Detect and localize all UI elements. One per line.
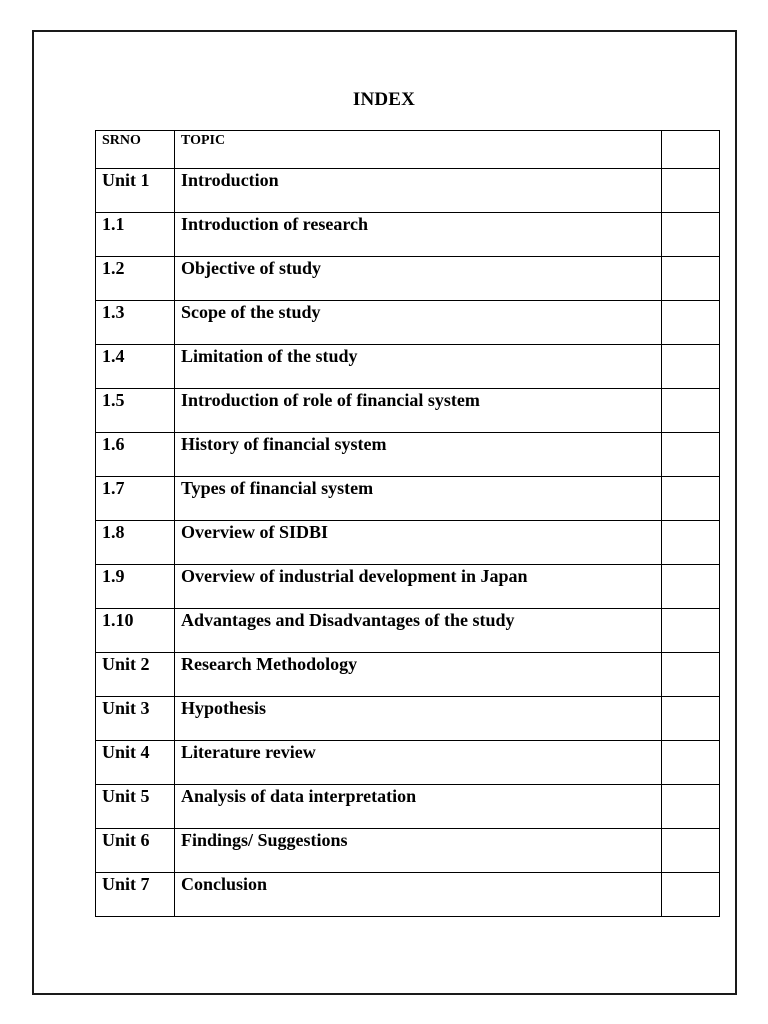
table-row [96, 169, 720, 213]
table-row [96, 873, 720, 917]
table-row [96, 565, 720, 609]
table-row [96, 653, 720, 697]
topic-cell [175, 433, 662, 477]
topic-cell [175, 829, 662, 873]
srno: 1.10 [102, 610, 134, 630]
page-number-cell [662, 345, 720, 389]
table-row [96, 609, 720, 653]
page-number-cell [662, 301, 720, 345]
topic: Analysis of data interpretation [181, 786, 417, 806]
page-number-cell [662, 389, 720, 433]
topic-cell [175, 257, 662, 301]
srno: Unit 7 [102, 874, 150, 894]
topic: Introduction of role of financial system [181, 390, 480, 410]
page-number-cell [662, 169, 720, 213]
topic: Overview of SIDBI [181, 522, 328, 542]
page-number-cell [662, 697, 720, 741]
srno-cell [96, 345, 175, 389]
page-number [662, 301, 719, 302]
topic-cell [175, 213, 662, 257]
page-number [662, 785, 719, 786]
topic-cell [175, 521, 662, 565]
topic-cell [175, 301, 662, 345]
srno-cell [96, 433, 175, 477]
srno: 1.7 [102, 478, 125, 498]
srno: 1.1 [102, 214, 125, 234]
table-row [96, 389, 720, 433]
topic-cell [175, 653, 662, 697]
topic: Introduction of research [181, 214, 368, 234]
topic-cell [175, 389, 662, 433]
topic: Conclusion [181, 874, 268, 894]
page-number-cell [662, 213, 720, 257]
srno-cell [96, 873, 175, 917]
srno-cell [96, 521, 175, 565]
topic: Overview of industrial development in Japan [181, 566, 528, 586]
srno: 1.2 [102, 258, 125, 278]
srno-cell [96, 257, 175, 301]
table-row [96, 829, 720, 873]
topic-cell [175, 565, 662, 609]
table-row [96, 433, 720, 477]
topic-cell [175, 741, 662, 785]
topic-cell [175, 785, 662, 829]
page-number [662, 829, 719, 830]
srno: 1.5 [102, 390, 125, 410]
srno: 1.3 [102, 302, 125, 322]
topic-cell [175, 345, 662, 389]
srno-cell [96, 389, 175, 433]
srno-cell [96, 829, 175, 873]
table-row [96, 257, 720, 301]
page-number [662, 389, 719, 390]
header-page-cell [662, 131, 720, 169]
srno-cell [96, 697, 175, 741]
topic: Objective of study [181, 258, 321, 278]
page-number [662, 169, 719, 170]
page-number-cell [662, 521, 720, 565]
page-number [662, 433, 719, 434]
table-row [96, 477, 720, 521]
table-row [96, 785, 720, 829]
topic-cell [175, 697, 662, 741]
page-number [662, 213, 719, 214]
topic: Types of financial system [181, 478, 374, 498]
srno-cell [96, 741, 175, 785]
page-number [662, 477, 719, 478]
topic-cell [175, 873, 662, 917]
page-number [662, 697, 719, 698]
table-row [96, 521, 720, 565]
page-number [662, 741, 719, 742]
page-number-cell [662, 477, 720, 521]
header-page [662, 131, 719, 132]
page-number [662, 873, 719, 874]
srno-cell [96, 653, 175, 697]
topic: Research Methodology [181, 654, 358, 674]
srno: Unit 2 [102, 654, 150, 674]
topic: Advantages and Disadvantages of the study [181, 610, 515, 630]
header-srno-cell [96, 131, 175, 169]
topic: Literature review [181, 742, 316, 762]
page-number [662, 609, 719, 610]
topic: Scope of the study [181, 302, 321, 322]
topic-cell [175, 609, 662, 653]
topic: Limitation of the study [181, 346, 358, 366]
page-number-cell [662, 433, 720, 477]
index-table [95, 130, 720, 917]
page-number-cell [662, 829, 720, 873]
srno-cell [96, 785, 175, 829]
document-title: INDEX [352, 89, 416, 110]
topic-cell [175, 169, 662, 213]
topic-cell [175, 477, 662, 521]
index-table-body [96, 131, 720, 917]
page-number-cell [662, 741, 720, 785]
header-topic: TOPIC [181, 133, 226, 148]
page-number-cell [662, 565, 720, 609]
topic: Hypothesis [181, 698, 267, 718]
srno: 1.9 [102, 566, 125, 586]
table-row [96, 697, 720, 741]
srno: 1.4 [102, 346, 125, 366]
srno-cell [96, 609, 175, 653]
topic: Introduction [181, 170, 279, 190]
page-number [662, 521, 719, 522]
srno: Unit 3 [102, 698, 150, 718]
srno-cell [96, 213, 175, 257]
srno-cell [96, 477, 175, 521]
page-number-cell [662, 873, 720, 917]
page-number-cell [662, 609, 720, 653]
page-number [662, 565, 719, 566]
srno-cell [96, 169, 175, 213]
page-number-cell [662, 785, 720, 829]
page-number-cell [662, 257, 720, 301]
table-row [96, 741, 720, 785]
page-number [662, 257, 719, 258]
srno-cell [96, 565, 175, 609]
table-row [96, 213, 720, 257]
table-row [96, 301, 720, 345]
header-topic-cell [175, 131, 662, 169]
srno: Unit 5 [102, 786, 150, 806]
page-number [662, 653, 719, 654]
header-srno: SRNO [102, 133, 141, 148]
srno: 1.8 [102, 522, 125, 542]
srno-cell [96, 301, 175, 345]
page-number [662, 345, 719, 346]
topic: History of financial system [181, 434, 387, 454]
srno: Unit 4 [102, 742, 150, 762]
table-header-row [96, 131, 720, 169]
srno: Unit 1 [102, 170, 150, 190]
topic: Findings/ Suggestions [181, 830, 348, 850]
srno: 1.6 [102, 434, 125, 454]
srno: Unit 6 [102, 830, 150, 850]
page-number-cell [662, 653, 720, 697]
table-row [96, 345, 720, 389]
